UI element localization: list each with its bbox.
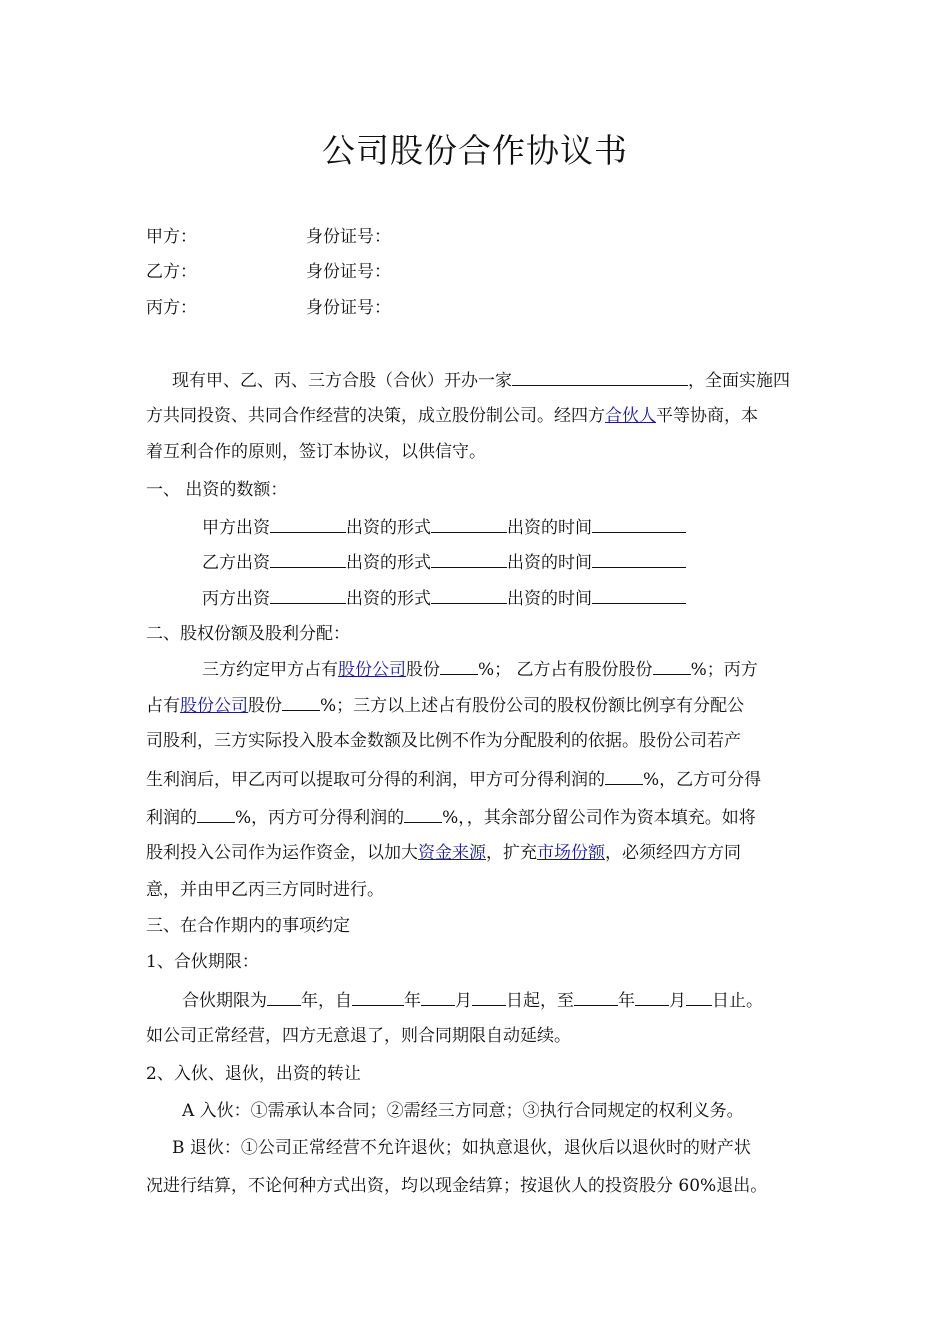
intro-line-2	[146, 406, 758, 426]
contribution-row-b	[202, 551, 686, 573]
end-year-blank[interactable]	[574, 989, 618, 1006]
row-label: 乙方出资	[202, 553, 270, 573]
s2-text: %； 乙方占有股份股份	[478, 660, 653, 680]
amount-blank[interactable]	[270, 551, 346, 568]
s2-line-3: 司股利，三方实际投入股本金数额及比例不作为分配股利的依据。股份公司若产	[146, 731, 741, 751]
s2-text: 三方约定甲方占有	[202, 660, 338, 680]
end-month-blank[interactable]	[635, 989, 669, 1006]
intro-text: ，全面实施四	[688, 371, 790, 391]
term-heading: 1、合伙期限：	[146, 952, 259, 972]
percent-blank[interactable]	[440, 658, 478, 675]
party-row-c	[146, 298, 391, 318]
amount-blank[interactable]	[270, 587, 346, 604]
s2-text: 股利投入公司作为运作资金，以加大	[146, 843, 418, 863]
contribution-row-a	[202, 516, 686, 538]
term-text: 年	[618, 991, 635, 1011]
s2-line-4	[146, 768, 761, 790]
s2-text: %，丙方可分得利润的	[235, 808, 405, 828]
exit-clause-line-1: B 退伙：①公司正常经营不允许退伙；如执意退伙，退伙后以退伙时的财产状	[172, 1138, 751, 1158]
section-3-heading: 三、在合作期内的事项约定	[146, 916, 350, 936]
term-text: 年，自	[301, 991, 352, 1011]
amount-blank[interactable]	[270, 516, 346, 533]
s2-text: 股份	[406, 660, 440, 680]
row-label: 出资的时间	[507, 589, 592, 609]
s2-text: %；三方以上述占有股份公司的股权份额比例享有分配公	[320, 696, 745, 716]
party-b-label: 乙方：	[146, 262, 197, 282]
term-text: 年	[404, 991, 421, 1011]
row-label: 出资的时间	[507, 553, 592, 573]
term-line-1	[182, 989, 763, 1011]
s2-line-5	[146, 806, 756, 828]
row-label: 出资的形式	[346, 589, 431, 609]
row-label: 出资的形式	[346, 553, 431, 573]
company-name-blank[interactable]	[512, 369, 688, 386]
capital-source-link[interactable]: 资金来源	[418, 843, 486, 863]
form-blank[interactable]	[431, 516, 507, 533]
percent-blank[interactable]	[282, 694, 320, 711]
s2-text: %，，其余部分留公司作为资本填充。如将	[442, 808, 756, 828]
term-text: 月	[669, 991, 686, 1011]
document-title: 公司股份合作协议书	[322, 131, 628, 170]
join-exit-heading: 2、入伙、退伙，出资的转让	[146, 1064, 361, 1084]
party-a-id-label: 身份证号：	[306, 227, 391, 247]
contribution-row-c	[202, 587, 686, 609]
intro-line-1	[172, 369, 790, 391]
intro-text: 现有甲、乙、丙、三方合股（合伙）开办一家	[172, 371, 512, 391]
s2-text: 占有	[146, 696, 180, 716]
join-clause: A 入伙：①需承认本合同；②需经三方同意；③执行合同规定的权利义务。	[182, 1101, 744, 1121]
s2-text: 股份	[248, 696, 282, 716]
party-c-id-label: 身份证号：	[306, 298, 391, 318]
s2-text: 生利润后，甲乙丙可以提取可分得的利润，甲方可分得利润的	[146, 770, 605, 790]
intro-text: 方共同投资、共同合作经营的决策，成立股份制公司。经四方	[146, 406, 605, 426]
form-blank[interactable]	[431, 587, 507, 604]
s2-line-6	[146, 843, 741, 863]
party-c-label: 丙方：	[146, 298, 197, 318]
intro-text: 平等协商，本	[656, 406, 758, 426]
term-text: 日起，至	[506, 991, 574, 1011]
s2-text: ，必须经四方方同	[605, 843, 741, 863]
percent-blank[interactable]	[653, 658, 691, 675]
party-a-label: 甲方：	[146, 227, 197, 247]
party-row-b	[146, 262, 391, 282]
start-day-blank[interactable]	[472, 989, 506, 1006]
term-line-2: 如公司正常经营，四方无意退了，则合同期限自动延续。	[146, 1026, 571, 1046]
start-year-blank[interactable]	[352, 989, 404, 1006]
company-shares-link[interactable]: 股份公司	[180, 696, 248, 716]
percent-blank[interactable]	[197, 806, 235, 823]
years-blank[interactable]	[267, 989, 301, 1006]
row-label: 出资的时间	[507, 518, 592, 538]
company-shares-link[interactable]: 股份公司	[338, 660, 406, 680]
row-label: 出资的形式	[346, 518, 431, 538]
s2-line-1	[202, 658, 758, 680]
percent-blank[interactable]	[404, 806, 442, 823]
s2-line-2	[146, 694, 744, 716]
intro-line-3: 着互利合作的原则，签订本协议，以供信守。	[146, 442, 486, 462]
s2-text: ，扩充	[486, 843, 537, 863]
exit-clause-line-2: 况进行结算，不论何种方式出资，均以现金结算；按退伙人的投资股分 60%退出。	[146, 1176, 768, 1196]
end-day-blank[interactable]	[686, 989, 712, 1006]
section-2-heading: 二、股权份额及股利分配：	[146, 624, 350, 644]
s2-line-7: 意，并由甲乙丙三方同时进行。	[146, 880, 384, 900]
time-blank[interactable]	[592, 551, 686, 568]
party-b-id-label: 身份证号：	[306, 262, 391, 282]
form-blank[interactable]	[431, 551, 507, 568]
row-label: 丙方出资	[202, 589, 270, 609]
s2-text: 利润的	[146, 808, 197, 828]
term-text: 日止。	[712, 991, 763, 1011]
s2-text: %；丙方	[690, 660, 758, 680]
market-share-link[interactable]: 市场份额	[537, 843, 605, 863]
term-text: 月	[455, 991, 472, 1011]
partner-link[interactable]: 合伙人	[605, 406, 656, 426]
time-blank[interactable]	[592, 587, 686, 604]
time-blank[interactable]	[592, 516, 686, 533]
row-label: 甲方出资	[202, 518, 270, 538]
term-text: 合伙期限为	[182, 991, 267, 1011]
percent-blank[interactable]	[605, 768, 643, 785]
party-row-a	[146, 227, 391, 247]
start-month-blank[interactable]	[421, 989, 455, 1006]
s2-text: %，乙方可分得	[643, 770, 762, 790]
section-1-heading: 一、 出资的数额：	[146, 480, 288, 500]
